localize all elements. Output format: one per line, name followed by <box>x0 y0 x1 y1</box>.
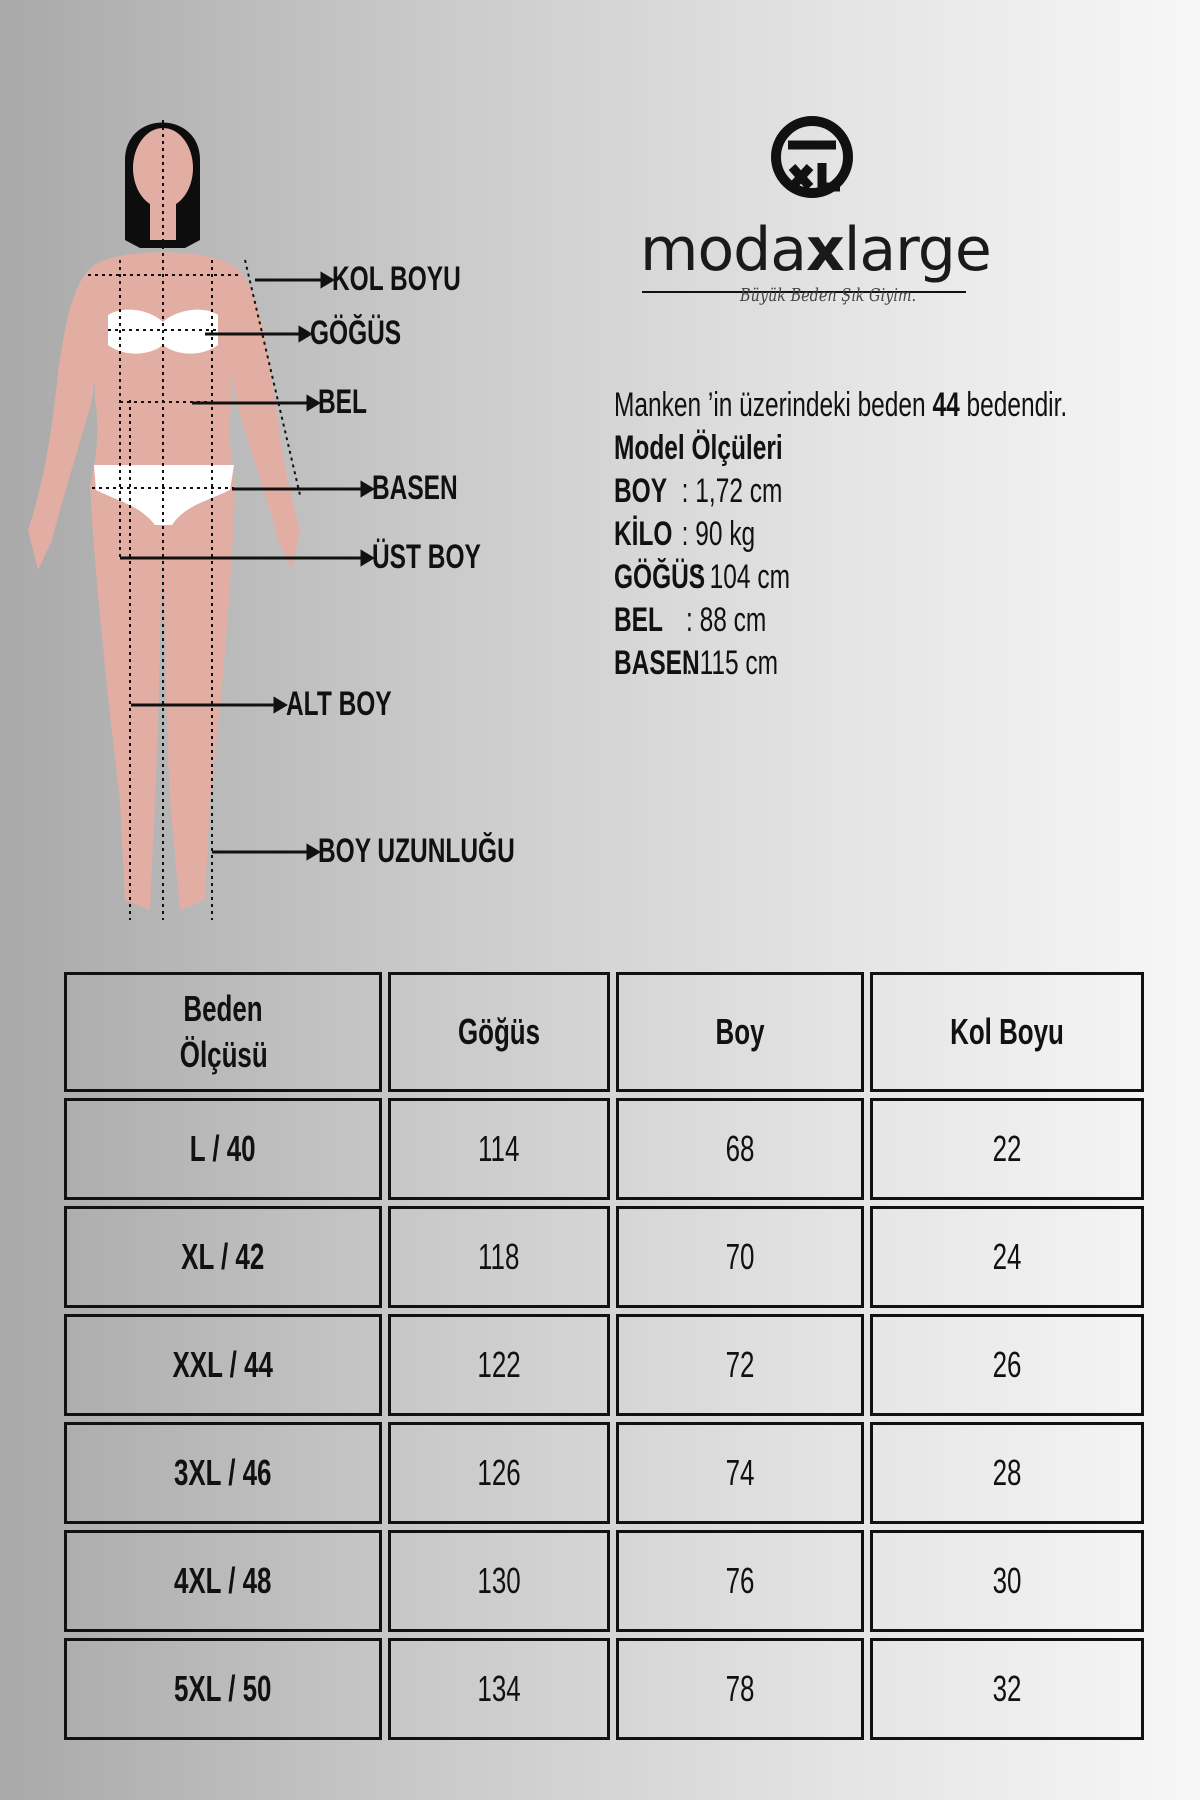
torso-shape <box>90 252 235 490</box>
boy-cell: 72 <box>616 1314 864 1416</box>
gogus-cell: 118 <box>388 1206 610 1308</box>
body-measurement-figure <box>0 100 560 930</box>
kol-boyu-cell: 28 <box>870 1422 1144 1524</box>
label-bel: BEL <box>318 383 367 421</box>
header-boy: Boy <box>616 972 864 1092</box>
size-cell: 5XL / 50 <box>64 1638 382 1740</box>
model-row-boy: BOY : 1,72 cm <box>614 472 783 510</box>
model-size-sentence: Manken ’in üzerindeki beden 44 bedendir. <box>614 386 1068 424</box>
gogus-cell: 114 <box>388 1098 610 1200</box>
model-info <box>614 384 1174 685</box>
model-row-gogus: GÖĞÜS: 104 cm <box>614 558 790 596</box>
model-measurements-heading: Model Ölçüleri <box>614 429 783 467</box>
brand-logo <box>640 115 991 315</box>
header-beden-olcusu: Beden Ölçüsü <box>64 972 382 1092</box>
kol-boyu-cell: 24 <box>870 1206 1144 1308</box>
label-alt-boy: ALT BOY <box>286 685 392 723</box>
kol-boyu-cell: 26 <box>870 1314 1144 1416</box>
boy-cell: 70 <box>616 1206 864 1308</box>
table-row <box>64 1530 1144 1632</box>
gogus-cell: 122 <box>388 1314 610 1416</box>
kol-boyu-cell: 32 <box>870 1638 1144 1740</box>
label-basen: BASEN <box>372 469 458 507</box>
table-row <box>64 1422 1144 1524</box>
model-row-basen: BASEN: 115 cm <box>614 644 779 682</box>
label-boy-uzunlugu: BOY UZUNLUĞU <box>318 832 515 870</box>
header-kol-boyu: Kol Boyu <box>870 972 1144 1092</box>
gogus-cell: 126 <box>388 1422 610 1524</box>
size-cell: L / 40 <box>64 1098 382 1200</box>
kol-boyu-cell: 30 <box>870 1530 1144 1632</box>
brand-tagline: Büyük Beden Şık Giyim. <box>740 285 917 306</box>
table-row <box>64 1314 1144 1416</box>
table-row <box>64 1098 1144 1200</box>
size-cell: 3XL / 46 <box>64 1422 382 1524</box>
brand-wordmark: modaxlarge <box>640 215 991 285</box>
model-row-kilo: KİLO : 90 kg <box>614 515 756 553</box>
header-gogus: Göğüs <box>388 972 610 1092</box>
label-gogus: GÖĞÜS <box>310 314 402 352</box>
label-kol-boyu: KOL BOYU <box>332 260 461 298</box>
kol-boyu-cell: 22 <box>870 1098 1144 1200</box>
head-shape <box>133 128 193 208</box>
mxl-monogram-icon <box>770 115 854 199</box>
boy-cell: 68 <box>616 1098 864 1200</box>
boy-cell: 76 <box>616 1530 864 1632</box>
label-ust-boy: ÜST BOY <box>372 538 481 576</box>
model-row-bel: BEL : 88 cm <box>614 601 767 639</box>
table-row <box>64 1206 1144 1308</box>
boy-cell: 78 <box>616 1638 864 1740</box>
gogus-cell: 130 <box>388 1530 610 1632</box>
gogus-cell: 134 <box>388 1638 610 1740</box>
size-chart-table <box>58 966 1150 1746</box>
size-cell: 4XL / 48 <box>64 1530 382 1632</box>
boy-cell: 74 <box>616 1422 864 1524</box>
table-row <box>64 1638 1144 1740</box>
size-cell: XXL / 44 <box>64 1314 382 1416</box>
table-header-row <box>64 972 1144 1092</box>
size-cell: XL / 42 <box>64 1206 382 1308</box>
